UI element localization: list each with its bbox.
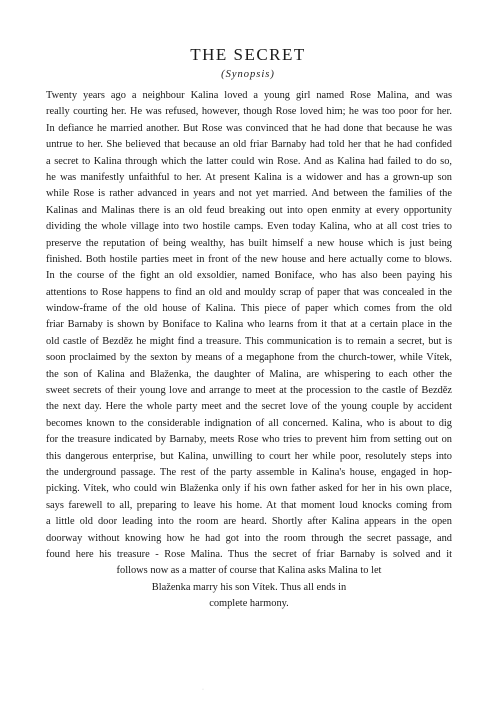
body-line: while Rose is rather advanced in years and not yet married. And between the families of the xyxy=(46,188,452,200)
body-line: preserve the reputation of being wealthy, has built himself a new house which is just being xyxy=(46,237,452,249)
body-line: says farewell to all, preparing to leave his home. At that moment loud knocks coming from xyxy=(46,499,452,511)
body-line: In defiance he married another. But Rose was convinced that he had done that because he was xyxy=(46,122,452,134)
body-line: sweet secrets of their young love and arrange to meet at the procession to the castle of Bezděz xyxy=(46,385,452,397)
body-line: soon proclaimed by the sexton by means of a megaphone from the church-tower, while Vítek, xyxy=(46,352,452,364)
closing-line: Blaženka marry his son Vítek. Thus all ends in xyxy=(151,581,347,593)
body-line: window-frame of the old house of Kalina. This piece of paper which comes from the old xyxy=(46,303,452,315)
body-line: a little old door leading into the room are heard. Shortly after Kalina appears in the open xyxy=(46,516,452,528)
body-line: becomes known to the considerable indignation of all concerned. Kalina, who is about to dig xyxy=(46,417,452,429)
body-line: the next day. Here the whole party meet and the secret love of the young couple by accident xyxy=(46,401,452,413)
body-line: picking. Vítek, who could win Blaženka only if his own father asked for her in his own place, xyxy=(46,483,452,495)
closing-line: complete harmony. xyxy=(209,598,289,610)
page-speck: · xyxy=(202,687,204,693)
closing-line: follows now as a matter of course that Kalina asks Malina to let xyxy=(116,565,382,577)
body-line: friar Barnaby is shown by Boniface to Kalina who learns from it that at a certain place in the xyxy=(46,319,452,331)
body-line: found here his treasure - Rose Malina. Thus the secret of friar Barnaby is solved and it xyxy=(46,548,452,560)
body-line: a secret to Kalina through which the latter could win Rose. And as Kalina had failed to do so, xyxy=(46,155,452,167)
body-line: untrue to her. She believed that because an old friar Barnaby had told her that he had confided xyxy=(46,139,452,151)
body-line: doorway without knowing how he had got into the room through the secret passage, and xyxy=(46,532,452,544)
synopsis-body xyxy=(46,88,452,613)
body-line: this dangerous enterprise, but Kalina, unwilling to court her while poor, resolutely steps into xyxy=(46,450,452,462)
body-line: finished. Both hostile parties meet in front of the new house and here actually come to blows. xyxy=(46,253,452,265)
body-line: In the course of the fight an old exsoldier, named Boniface, who has also been paying his xyxy=(46,270,452,282)
body-line: really courting her. He was refused, however, though Rose loved him; he was too poor for her. xyxy=(46,106,452,118)
body-line: Kalinas and Malinas there is an old feud breaking out into open enmity at every opportunity xyxy=(46,204,452,216)
document-subtitle: (Synopsis) xyxy=(221,69,275,80)
body-line: for the treasure indicated by Barnaby, meets Rose who tries to prevent him from setting out on xyxy=(46,434,452,446)
body-line: he was manifestly unfaithful to her. At present Kalina is a widower and has a grown-up son xyxy=(46,171,452,183)
body-line: old castle of Bezděz he might find a treasure. This communication is to remain a secret, but is xyxy=(46,335,452,347)
body-line: attentions to Rose happens to find an old and mouldy scrap of paper that was concealed in the xyxy=(46,286,452,298)
document-title: THE SECRET xyxy=(190,45,306,64)
body-line: the son of Kalina and Blaženka, the daughter of Malina, are whispering to each other the xyxy=(46,368,452,380)
body-line: the underground passage. The rest of the party assemble in Kalina's house, engaged in hop- xyxy=(46,466,452,478)
body-line: Twenty years ago a neighbour Kalina loved a young girl named Rose Malina, and was xyxy=(46,90,452,101)
body-line: dividing the whole village into two hostile camps. Even today Kalina, who at all cost tries to xyxy=(46,221,452,233)
